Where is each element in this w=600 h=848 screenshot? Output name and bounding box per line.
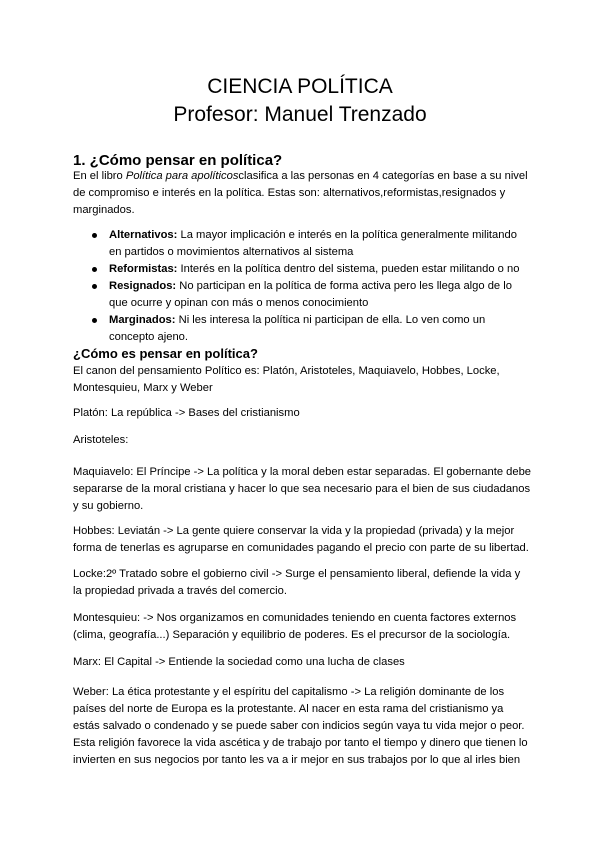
hobbes-line1: Hobbes: Leviatán -> La gente quiere conservar la vida y la propiedad (privada) y la mejor: [73, 525, 515, 537]
bullet-dot: [92, 318, 97, 323]
aristoteles-paragraph: Aristoteles:: [73, 434, 129, 446]
bullet-dot: [92, 284, 97, 289]
section1-heading: 1. ¿Cómo pensar en política?: [73, 152, 283, 169]
montesquieu-line1: Montesquieu: -> Nos organizamos en comunidades teniendo en cuenta factores externos: [73, 612, 517, 624]
maquiavelo-line2: separarse de la moral cristiana y hacer lo que sea necesario para el bien de sus ciudadanos: [73, 483, 531, 495]
weber-line5: invierten en sus negocios por tanto les va a ir mejor en sus trabajos por lo que al irles bien: [73, 754, 521, 766]
locke-line2: la propiedad privada a través del comercio.: [73, 585, 287, 597]
book-title: Política para apolíticos: [125, 170, 239, 182]
document-page: CIENCIA POLÍTICA Profesor: Manuel Trenzado 1. ¿Cómo pensar en política? En el libro Política para apolíticosclasifica a las personas en 4 categorías en base a su nivel de compromiso e interés en la política. Estas son: alternativos,reformistas,resignados y marginados. Alternativos: La mayor implicación e interés en la política generalmente militando en partidos o movimientos alternativos al sistema Reformistas: Interés en la política dentro del sistema, pueden estar militando o no Resignados: No participan en la política de forma activa pero les llega algo de lo que ocurre y opinan con más o menos conocimiento Marginados: Ni les interesa la política ni participan de ella. Lo ven como un concepto ajeno. ¿Cómo es pensar en política? El canon del pensamiento Político es: Platón, Aristoteles, Maquiavelo, Hobbes, Locke, Montesquieu, Marx y Weber Platón: La república -> Bases del cristianismo Aristoteles: Maquiavelo: El Príncipe -> La política y la moral deben estar separadas. El gobernante debe separarse de la moral cristiana y hacer lo que sea necesario para el bien de sus ciudadanos y su gobierno. Hobbes: Leviatán -> La gente quiere conservar la vida y la propiedad (privada) y la mejor forma de tenerlas es agruparse en comunidades pagando el precio con parte de su libertad. Locke:2º Tratado sobre el gobierno civil -> Surge el pensamiento liberal, defiende la vida y la propiedad privada a través del comercio. Montesquieu: -> Nos organizamos en comunidades teniendo en cuenta factores externos (clima, geografía...) Separación y equilibrio de poderes. Es el precursor de la sociología. Marx: El Capital -> Entiende la sociedad como una lucha de clases Weber: La ética protestante y el espíritu del capitalismo -> La religión dominante de los países del norte de Europa es la protestante. Al nacer en esta rama del cristianismo ya estás salvado o condenado y se puede saber con indicios según vaya tu vida mejor o peor. Esta religión favorece la vida ascética y de trabajo por tanto el tiempo y dinero que tienen lo invierten en sus negocios por tanto les va a ir mejor en sus trabajos por lo que al irles bien: [0, 0, 600, 848]
bullet-dot: [92, 233, 97, 238]
canon-line1: El canon del pensamiento Político es: Platón, Aristoteles, Maquiavelo, Hobbes, Locke,: [73, 365, 500, 377]
maquiavelo-line1: Maquiavelo: El Príncipe -> La política y la moral deben estar separadas. El gobernante debe: [73, 466, 532, 478]
weber-line4: Esta religión favorece la vida ascética y de trabajo por tanto el tiempo y dinero que tienen lo: [73, 737, 528, 749]
montesquieu-line2: (clima, geografía...) Separación y equilibrio de poderes. Es el precursor de la sociología.: [73, 629, 511, 641]
locke-line1: Locke:2º Tratado sobre el gobierno civil -> Surge el pensamiento liberal, defiende la vida y: [73, 568, 521, 580]
section1-intro-line1: En el libro Política para apolíticosclasifica a las personas en 4 categorías en base a su nivel: [73, 170, 528, 182]
marx-paragraph: Marx: El Capital -> Entiende la sociedad como una lucha de clases: [73, 656, 405, 668]
maquiavelo-line3: y su gobierno.: [73, 500, 144, 512]
weber-line2: países del norte de Europa es la protestante. Al nacer en esta rama del cristianismo ya: [73, 703, 504, 715]
section2-heading: ¿Cómo es pensar en política?: [73, 346, 258, 361]
bullet-dot: [92, 267, 97, 272]
document-subtitle: Profesor: Manuel Trenzado: [173, 103, 427, 126]
weber-line1: Weber: La ética protestante y el espíritu del capitalismo -> La religión dominante de los: [73, 686, 505, 698]
canon-line2: Montesquieu, Marx y Weber: [73, 382, 213, 394]
document-title: CIENCIA POLÍTICA: [207, 75, 393, 98]
weber-line3: estás salvado o condenado y se puede saber con indicios según vaya tu vida mejor o peor.: [73, 720, 525, 732]
section1-intro-line2: de compromiso e interés en la política. Estas son: alternativos,reformistas,resignados y: [73, 187, 506, 199]
hobbes-line2: forma de tenerlas es agruparse en comunidades pagando el precio con parte de su libertad.: [73, 542, 529, 554]
section1-intro-line3: marginados.: [73, 204, 135, 216]
platon-paragraph: Platón: La república -> Bases del cristianismo: [73, 407, 300, 419]
